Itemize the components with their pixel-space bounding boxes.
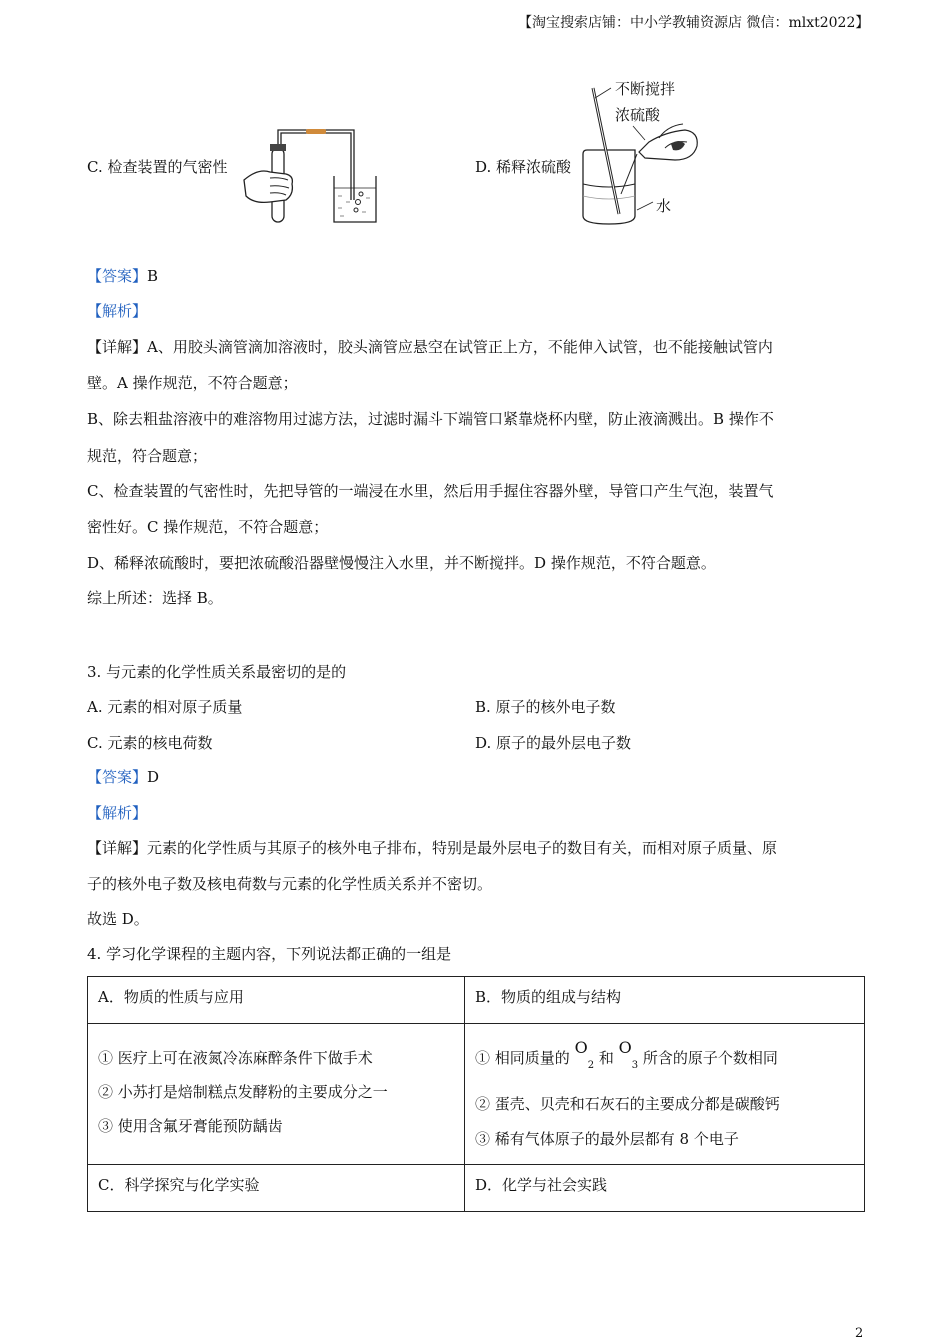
label-water: 水	[656, 197, 672, 215]
ozone-formula: O	[618, 1038, 632, 1057]
q2-detail-line-1	[87, 337, 773, 357]
q2-detail-line-3: B、除去粗盐溶液中的难溶物用过滤方法，过滤时漏斗下端管口紧靠烧杯内壁，防止液滴溅出。B 操作不	[87, 410, 774, 428]
page-header: 【淘宝搜索店铺：中小学教辅资源店 微信：mlxt2022】	[518, 15, 870, 31]
q2-detail-line-4: 规范，符合题意；	[87, 447, 208, 465]
q3-answer	[87, 767, 159, 787]
detail-text: 元素的化学性质与其原子的核外电子排布，特别是最外层电子的数目有关，而相对原子质量、原	[147, 839, 778, 857]
detail-tag: 【详解】	[87, 338, 148, 356]
q2-detail-line-6: 密性好。C 操作规范，不符合题意；	[87, 518, 329, 536]
q2-detail-line-5: C、检查装置的气密性时，先把导管的一端浸在水里，然后用手握住容器外壁，导管口产生气泡，装置气	[87, 482, 774, 500]
q4-b-item-2: ② 蛋壳、贝壳和石灰石的主要成分都是碳酸钙	[475, 1095, 780, 1113]
q4-cell-a-title: A．物质的性质与应用	[88, 977, 465, 1024]
q2-analysis-tag: 【解析】	[87, 302, 148, 320]
detail-tag: 【详解】	[87, 839, 148, 857]
b1-pre: ① 相同质量的	[475, 1049, 570, 1067]
q4-a-item-2: ② 小苏打是焙制糕点发酵粉的主要成分之一	[98, 1083, 388, 1101]
q2-detail-line-2: 壁。A 操作规范，不符合题意；	[87, 374, 298, 392]
answer-tag: 【答案】	[87, 768, 148, 786]
oxygen-formula: O	[574, 1038, 588, 1057]
airtightness-apparatus-figure	[240, 122, 390, 228]
q3-option-c: C. 元素的核电荷数	[87, 734, 213, 752]
q4-b-item-3: ③ 稀有气体原子的最外层都有 8 个电子	[475, 1130, 739, 1148]
answer-value: B	[147, 267, 159, 285]
q3-detail-line-2: 子的核外电子数及核电荷数与元素的化学性质关系并不密切。	[87, 875, 493, 893]
answer-value: D	[147, 768, 160, 786]
b1-and: 和	[598, 1049, 614, 1067]
q4-cell-b-title: B．物质的组成与结构	[465, 977, 865, 1024]
q3-detail-line-1	[87, 838, 777, 858]
q4-options-table	[87, 976, 865, 1212]
detail-text: A、用胶头滴管滴加溶液时，胶头滴管应悬空在试管正上方，不能伸入试管，也不能接触试管内	[147, 338, 773, 356]
label-stir: 不断搅拌	[615, 80, 676, 98]
q3-conclusion: 故选 D。	[87, 910, 149, 928]
q4-b-item-1	[475, 1038, 778, 1071]
q4-cell-d-title: D．化学与社会实践	[465, 1165, 865, 1212]
answer-tag: 【答案】	[87, 267, 148, 285]
q2-option-c: C. 检查装置的气密性	[87, 158, 228, 176]
q4-a-item-3: ③ 使用含氟牙膏能预防龋齿	[98, 1117, 283, 1135]
q2-detail-line-7: D、稀释浓硫酸时，要把浓硫酸沿器壁慢慢注入水里，并不断搅拌。D 操作规范，不符合题意。	[87, 554, 716, 572]
page-number: 2	[855, 1326, 864, 1341]
q4-cell-a-body	[88, 1024, 465, 1165]
q4-cell-b-body	[465, 1024, 865, 1165]
q2-summary: 综上所述：选择 B。	[87, 589, 223, 607]
ozone-subscript: 3	[631, 1060, 639, 1071]
q3-option-d: D. 原子的最外层电子数	[475, 734, 632, 752]
label-acid: 浓硫酸	[615, 106, 661, 124]
q3-option-a: A. 元素的相对原子质量	[87, 698, 243, 716]
q4-cell-c-title: C．科学探究与化学实验	[88, 1165, 465, 1212]
q2-option-d: D. 稀释浓硫酸	[475, 158, 572, 176]
q2-answer	[87, 266, 158, 286]
q3-analysis-tag: 【解析】	[87, 804, 148, 822]
oxygen-subscript: 2	[587, 1060, 595, 1071]
q4-stem: 4. 学习化学课程的主题内容，下列说法都正确的一组是	[87, 945, 452, 963]
b1-post: 所含的原子个数相同	[642, 1049, 778, 1067]
q4-a-item-1: ① 医疗上可在液氮冷冻麻醉条件下做手术	[98, 1049, 373, 1067]
q3-stem: 3. 与元素的化学性质关系最密切的是的	[87, 663, 347, 681]
q3-option-b: B. 原子的核外电子数	[475, 698, 616, 716]
